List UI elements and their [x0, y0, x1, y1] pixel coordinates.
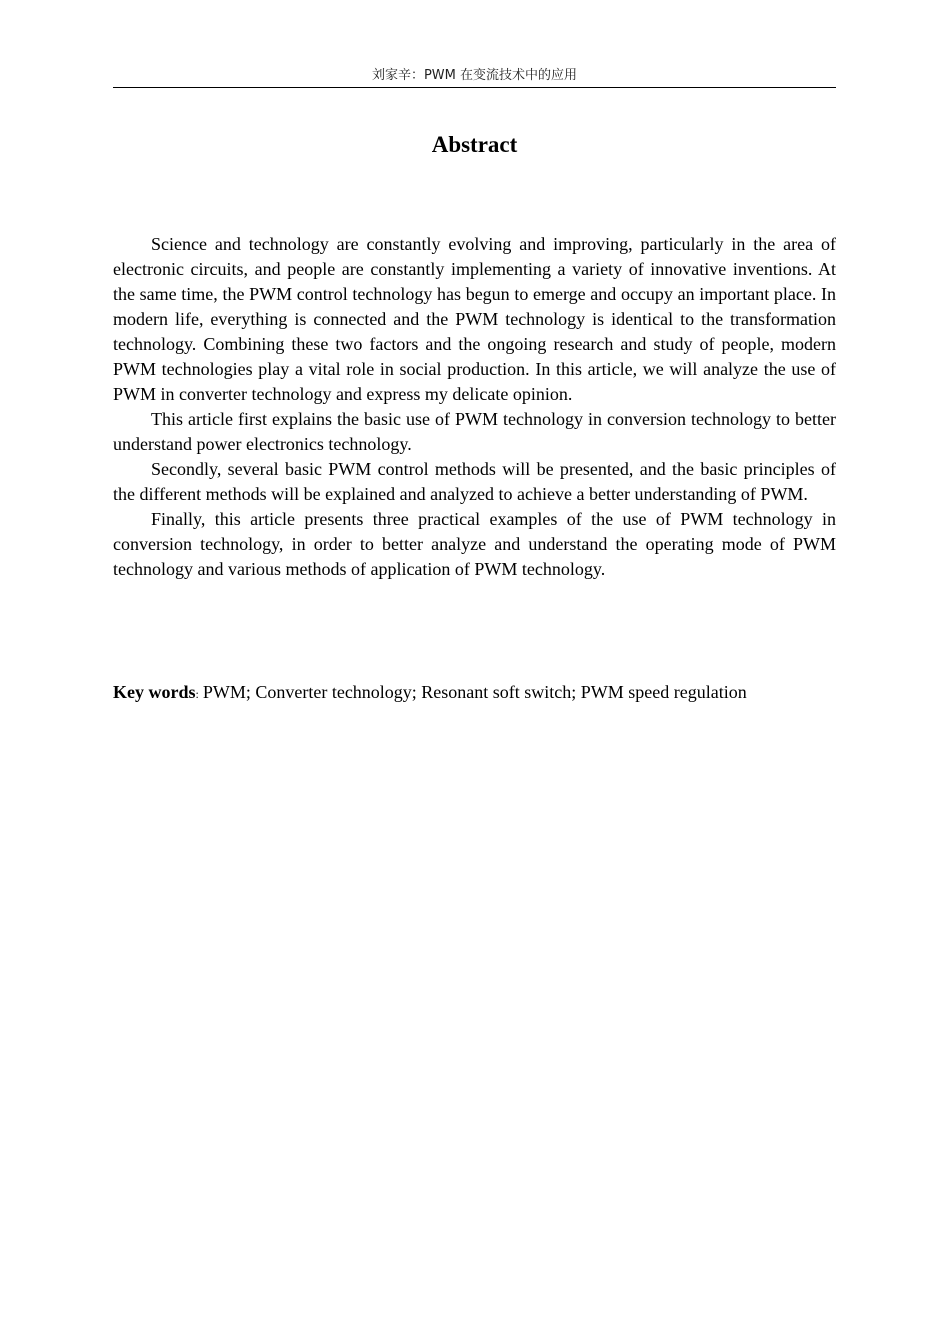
- abstract-paragraph-2: This article first explains the basic use of PWM technology in conversion technology to better understand power electronics technology.: [113, 409, 836, 454]
- abstract-body: [113, 232, 836, 582]
- keywords-text: PWM; Converter technology; Resonant soft switch; PWM speed regulation: [202, 682, 747, 702]
- abstract-title: Abstract: [431, 132, 518, 157]
- abstract-paragraph-3: Secondly, several basic PWM control methods will be presented, and the basic principles of the different methods will be explained and analyzed to achieve a better understanding of PWM.: [113, 459, 836, 504]
- abstract-paragraph-4: Finally, this article presents three practical examples of the use of PWM technology in conversion technology, in order to better analyze and understand the operating mode of PWM technology and various methods of application of PWM technology.: [113, 509, 836, 579]
- running-header: 刘家辛：PWM 在变流技术中的应用: [371, 68, 578, 83]
- keywords-colon: :: [195, 687, 199, 701]
- keywords-label: Key words: [113, 682, 196, 702]
- header-rule: [113, 87, 836, 88]
- keywords-line: [113, 680, 836, 707]
- abstract-paragraph-1: Science and technology are constantly evolving and improving, particularly in the area of electronic circuits, and people are constantly implementing a variety of innovative inventions. At the same time, the PWM control technology has begun to emerge and occupy an important place. In modern life, everything is connected and the PWM technology is identical to the transformation technology. Combining these two factors and the ongoing research and study of people, modern PWM technologies play a vital role in social production. In this article, we will analyze the use of PWM in converter technology and express my delicate opinion.: [113, 234, 836, 404]
